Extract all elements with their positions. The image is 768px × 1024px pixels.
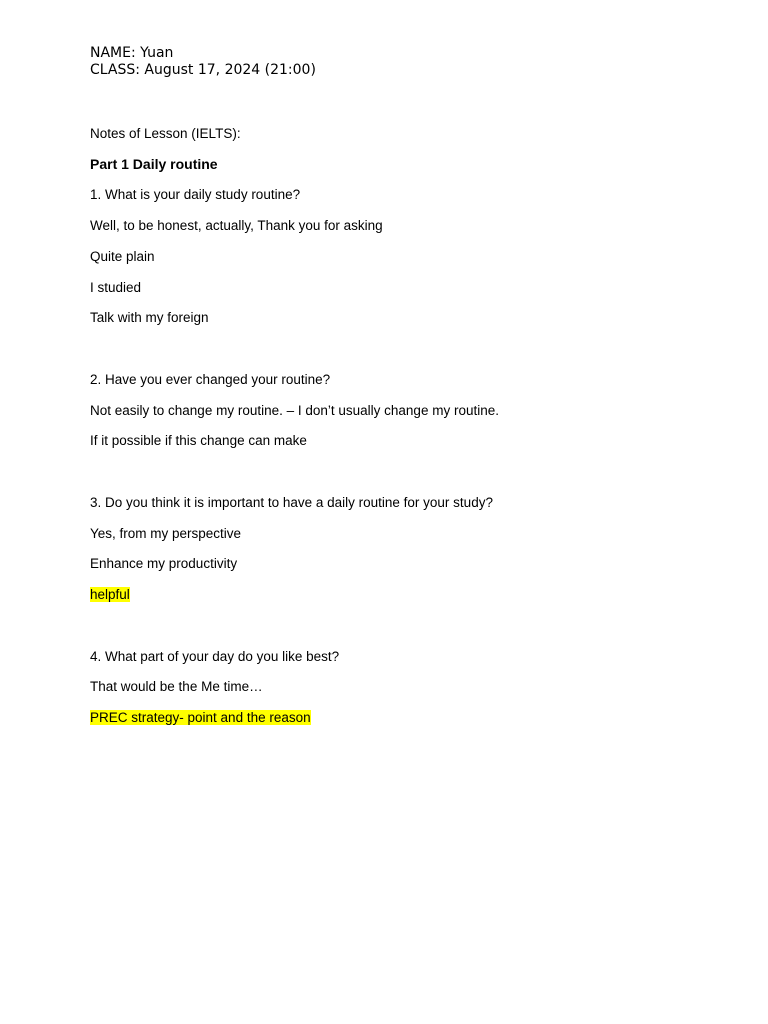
question-1: 1. What is your daily study routine? — [90, 187, 301, 202]
highlighted-text: PREC strategy- point and the reason — [90, 710, 311, 725]
answer-line-highlighted — [90, 709, 311, 726]
question-4: 4. What part of your day do you like best? — [90, 649, 340, 664]
section-heading: Part 1 Daily routine — [90, 156, 218, 172]
answer-line: Quite plain — [90, 249, 155, 264]
answer-line: Enhance my productivity — [90, 556, 238, 571]
answer-line: That would be the Me time… — [90, 679, 263, 694]
student-name: NAME: Yuan — [90, 45, 174, 61]
answer-line: Yes, from my perspective — [90, 526, 242, 541]
answer-line: I studied — [90, 280, 142, 295]
notes-title: Notes of Lesson (IELTS): — [90, 126, 241, 141]
question-2: 2. Have you ever changed your routine? — [90, 372, 331, 387]
question-3: 3. Do you think it is important to have a daily routine for your study? — [90, 495, 493, 510]
answer-line-highlighted — [90, 586, 130, 603]
class-date: CLASS: August 17, 2024 (21:00) — [90, 62, 316, 78]
answer-line: Not easily to change my routine. – I don’t usually change my routine. — [90, 403, 499, 418]
answer-line: If it possible if this change can make — [90, 433, 307, 448]
answer-line: Well, to be honest, actually, Thank you for asking — [90, 218, 383, 233]
highlighted-text: helpful — [90, 587, 130, 602]
answer-line: Talk with my foreign — [90, 310, 209, 325]
